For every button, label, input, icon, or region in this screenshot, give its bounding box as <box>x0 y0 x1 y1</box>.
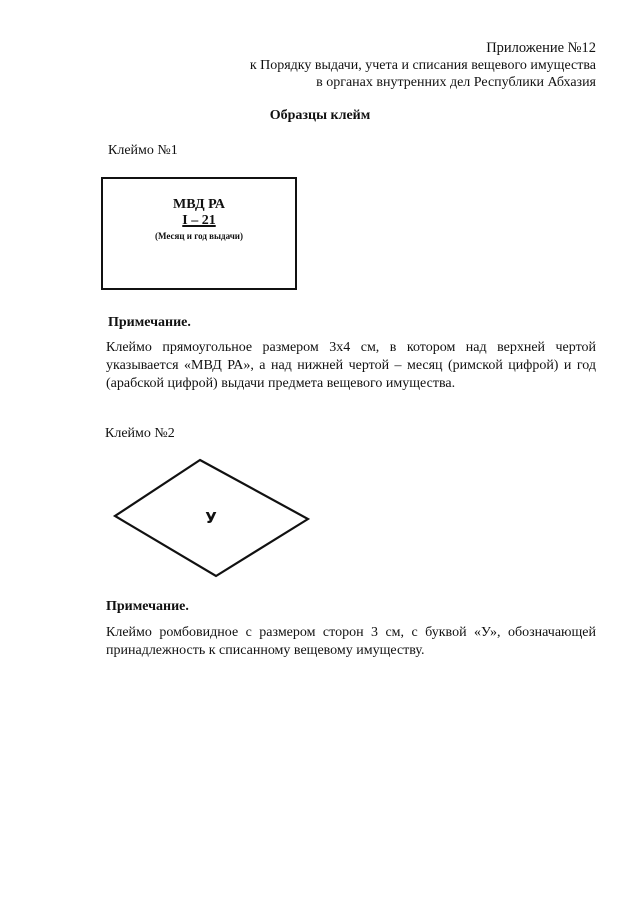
note-1-text: Клеймо прямоугольное размером 3х4 см, в котором над верхней чертой указывается «МВД РА», а над нижней чертой – месяц (римской цифрой) и год (арабской цифрой) выдачи предмета вещевого имущества. <box>106 340 596 391</box>
appendix-subtitle-line-1: к Порядку выдачи, учета и списания вещевого имущества <box>249 58 596 73</box>
stamp-1-caption: (Месяц и год выдачи) <box>155 231 243 241</box>
stamp-2-letter: У <box>205 509 217 527</box>
page-title: Образцы клейм <box>269 108 371 123</box>
stamp-1-rectangle <box>101 177 297 290</box>
stamp-1-code-line <box>103 213 295 229</box>
stamp-1-org-text: МВД РА <box>172 197 226 212</box>
stamp-1-label: Клеймо №1 <box>108 143 178 158</box>
note-2-text: Клеймо ромбовидное с размером сторон 3 см, с буквой «У», обозначающей принадлежность к списанному вещевому имуществу. <box>106 625 596 658</box>
appendix-number: Приложение №12 <box>486 40 596 56</box>
stamp-1-code-text: I – 21 <box>182 213 216 228</box>
stamp-2-label: Клеймо №2 <box>105 426 175 441</box>
note-2-heading: Примечание. <box>106 599 189 614</box>
appendix-header <box>250 40 596 91</box>
appendix-subtitle-line-2: в органах внутренних дел Республики Абхазия <box>316 75 596 90</box>
note-1-heading: Примечание. <box>108 315 191 330</box>
